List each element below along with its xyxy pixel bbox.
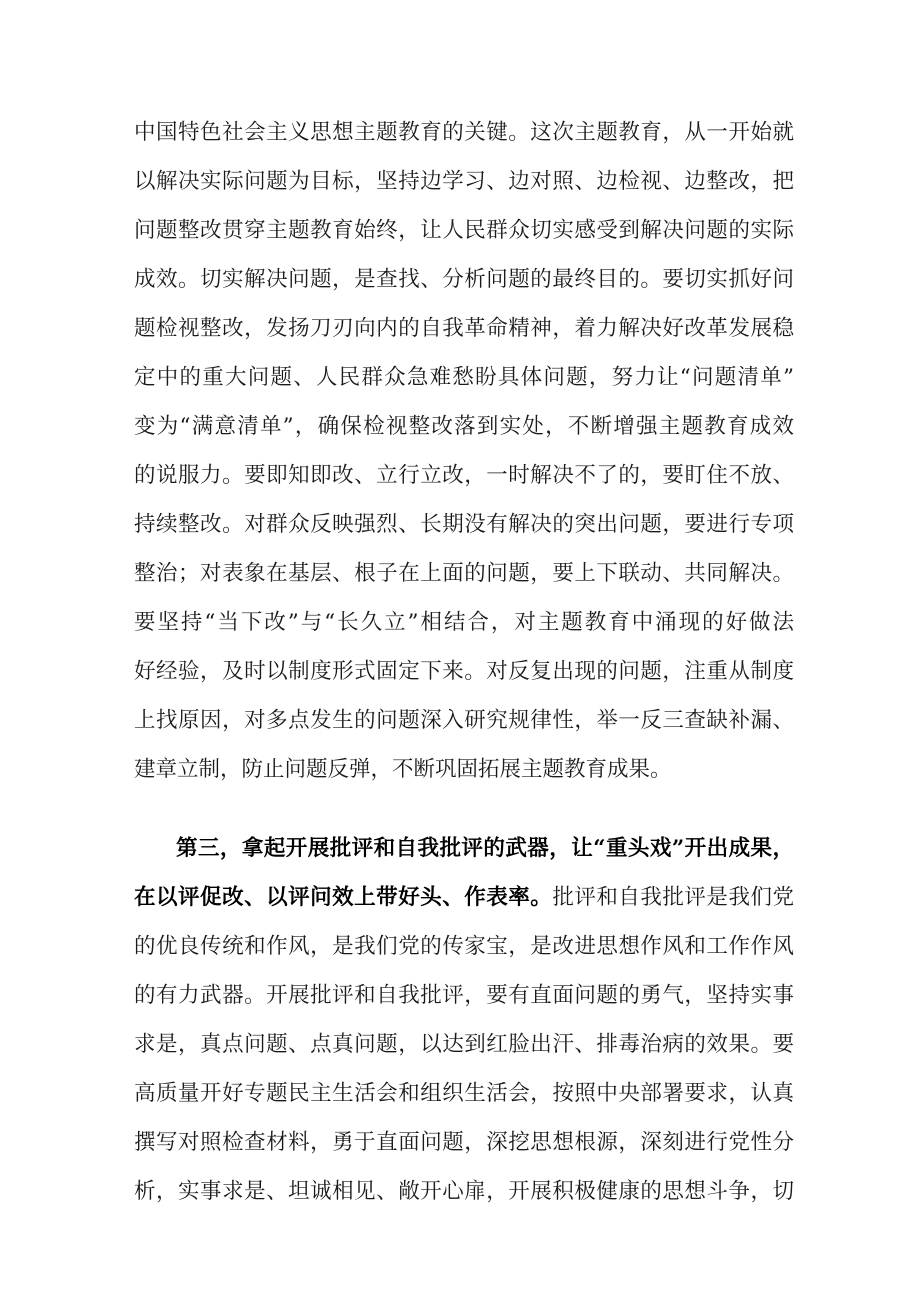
text-line: 要坚持“当下改”与“长久立”相结合，对主题教育中涌现的好做法	[134, 610, 794, 635]
text-line: 以解决实际问题为目标，坚持边学习、边对照、边检视、边整改，把	[134, 169, 794, 194]
text-line: 析，实事求是、坦诚相见、敞开心扉，开展积极健康的思想斗争，切	[134, 1179, 794, 1204]
text-line: 中国特色社会主义思想主题教育的关键。这次主题教育，从一开始就	[134, 120, 794, 145]
text-line: 成效。切实解决问题，是查找、分析问题的最终目的。要切实抓好问	[134, 267, 794, 292]
text-line	[134, 878, 794, 918]
text-line: 好经验，及时以制度形式固定下来。对反复出现的问题，注重从制度	[134, 659, 794, 684]
text-line: 高质量开好专题民主生活会和组织生活会，按照中央部署要求，认真	[134, 1081, 794, 1106]
text-line: 求是，真点问题、点真问题，以达到红脸出汗、排毒治病的效果。要	[134, 1032, 794, 1057]
text-line: 问题整改贯穿主题教育始终，让人民群众切实感受到解决问题的实际	[134, 218, 794, 243]
text-line: 持续整改。对群众反映强烈、长期没有解决的突出问题，要进行专项	[134, 512, 794, 537]
text-line: 上找原因，对多点发生的问题深入研究规律性，举一反三查缺补漏、	[134, 708, 794, 733]
text-line: 变为“满意清单”，确保检视整改落到实处，不断增强主题教育成效	[134, 414, 794, 439]
text-run: 批评和自我批评是我们党	[552, 885, 794, 910]
section-heading-line	[176, 829, 794, 869]
text-line: 的优良传统和作风，是我们党的传家宝，是改进思想作风和工作作风	[134, 934, 794, 959]
text-line: 的说服力。要即知即改、立行立改，一时解决不了的，要盯住不放、	[134, 463, 794, 488]
text-line: 定中的重大问题、人民群众急难愁盼具体问题，努力让“问题清单”	[134, 365, 794, 390]
text-line: 撰写对照检查材料，勇于直面问题，深挖思想根源，深刻进行党性分	[134, 1130, 794, 1155]
section-heading-continued: 在以评促改、以评问效上带好头、作表率。	[134, 885, 553, 910]
text-line: 题检视整改，发扬刀刃向内的自我革命精神，着力解决好改革发展稳	[134, 316, 794, 341]
text-line: 建章立制，防止问题反弹，不断巩固拓展主题教育成果。	[134, 757, 672, 782]
text-line: 整治；对表象在基层、根子在上面的问题，要上下联动、共同解决。	[134, 561, 794, 586]
section-heading: 第三，拿起开展批评和自我批评的武器，让“重头戏”开出成果，	[176, 836, 794, 861]
text-line: 的有力武器。开展批评和自我批评，要有直面问题的勇气，坚持实事	[134, 983, 794, 1008]
